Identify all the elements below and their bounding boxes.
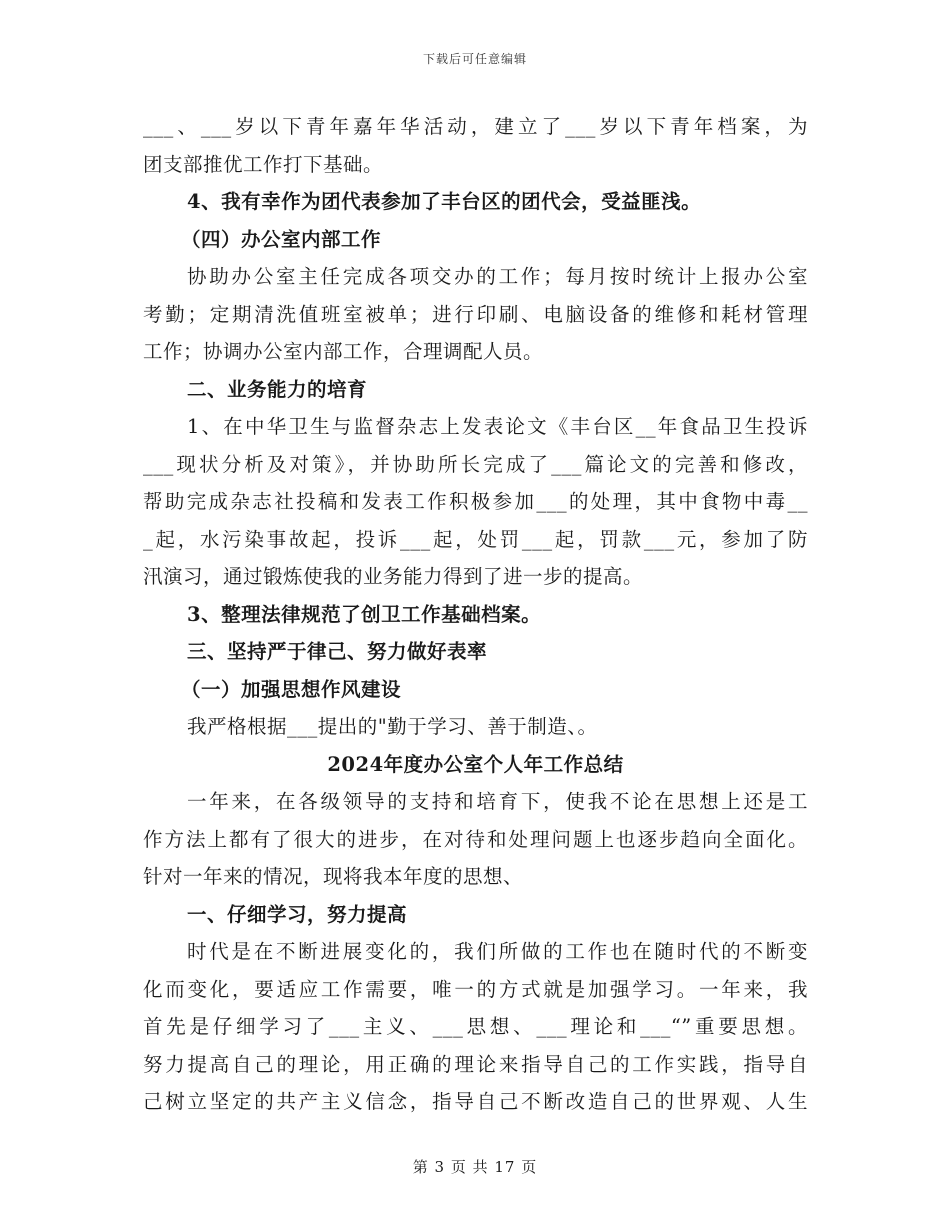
document-body	[143, 108, 808, 1121]
paragraph-line: 己树立坚定的共产主义信念，指导自己不断改造自己的世界观、人生	[143, 1090, 808, 1113]
page-number: 第 3 页 共 17 页	[412, 1158, 538, 1176]
section-heading: （一）加强思想作风建设	[181, 677, 402, 701]
document-title: 2024年度办公室个人年工作总结	[327, 752, 624, 776]
paragraph-line: ___、___岁以下青年嘉年华活动，建立了___岁以下青年档案，为	[143, 115, 808, 138]
paragraph-line: 首先是仔细学习了___主义、___思想、___理论和___“”重要思想。	[143, 1015, 808, 1038]
paragraph-line: 汛演习，通过锻炼使我的业务能力得到了进一步的提高。	[143, 565, 644, 588]
paragraph-line: _起，水污染事故起，投诉___起，处罚___起，罚款___元，参加了防	[143, 527, 808, 551]
paragraph-heading: 4、我有幸作为团代表参加了丰台区的团代会，受益匪浅。	[187, 190, 702, 213]
section-heading: 三、坚持严于律己、努力做好表率	[187, 640, 488, 663]
paragraph-line: 一年来，在各级领导的支持和培育下，使我不论在思想上还是工	[187, 790, 808, 813]
paragraph-line: 考勤；定期清洗值班室被单；进行印刷、电脑设备的维修和耗材管理	[143, 302, 808, 326]
paragraph-line: 我严格根据___提出的"勤于学习、善于制造、。	[187, 715, 598, 738]
paragraph-line: 针对一年来的情况，现将我本年度的思想、	[143, 865, 524, 888]
paragraph-line: 工作；协调办公室内部工作，合理调配人员。	[143, 340, 544, 363]
paragraph-line: 化而变化，要适应工作需要，唯一的方式就是加强学习。一年来，我	[143, 977, 808, 1001]
paragraph-line: ___现状分析及对策》，并协助所长完成了___篇论文的完善和修改，	[143, 452, 808, 476]
paragraph-line: 时代是在不断进展变化的，我们所做的工作也在随时代的不断变	[187, 940, 808, 963]
paragraph-line: 协助办公室主任完成各项交办的工作；每月按时统计上报办公室	[187, 265, 808, 288]
paragraph-line: 努力提高自己的理论，用正确的理论来指导自己的工作实践，指导自	[143, 1052, 808, 1076]
paragraph-heading: 3、整理法律规范了创卫工作基础档案。	[187, 602, 542, 626]
paragraph-line: 作方法上都有了很大的进步，在对待和处理问题上也逐步趋向全面化。	[143, 827, 808, 851]
paragraph-line: 帮助完成杂志社投稿和发表工作积极参加___的处理，其中食物中毒__	[143, 490, 808, 513]
section-heading: 二、业务能力的培育	[187, 377, 368, 401]
paragraph-line: 1、在中华卫生与监督杂志上发表论文《丰台区__年食品卫生投诉	[187, 415, 808, 438]
paragraph-line: 团支部推优工作打下基础。	[143, 152, 384, 176]
section-heading: 一、仔细学习，努力提高	[187, 902, 408, 926]
header-note: 下载后可任意编辑	[422, 52, 527, 66]
section-heading: （四）办公室内部工作	[181, 227, 382, 251]
